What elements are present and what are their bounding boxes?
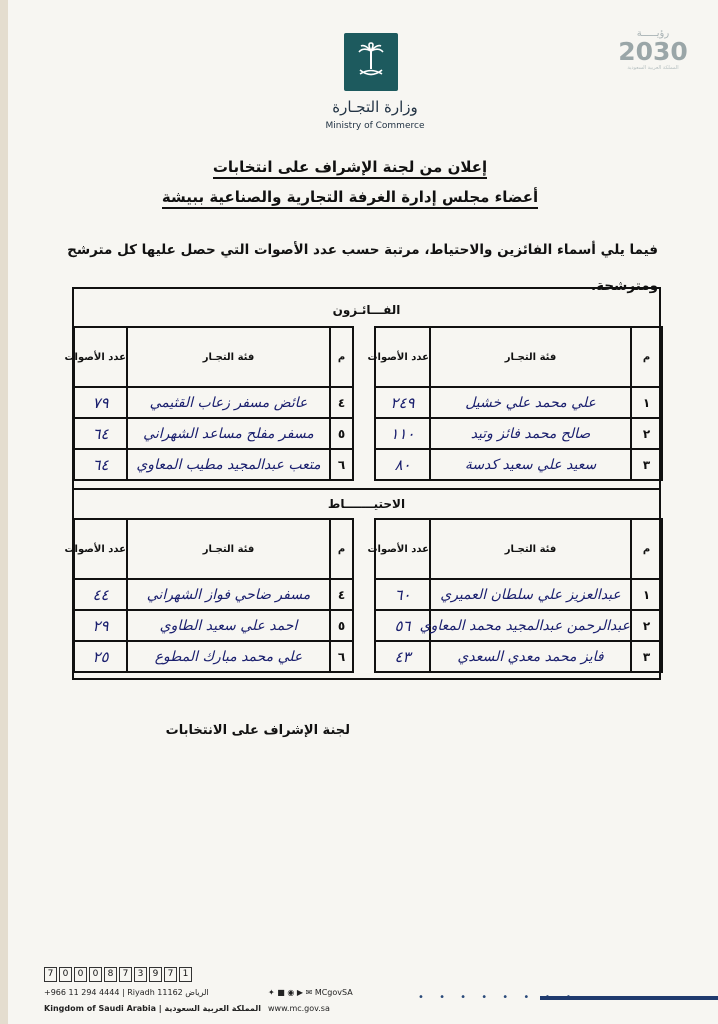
- title-line-2: أعضاء مجلس إدارة الغرفة التجارية والصناعية ببيشة: [162, 188, 538, 209]
- digit-box: 0: [89, 967, 102, 982]
- ministry-name-english: Ministry of Commerce: [325, 121, 425, 131]
- candidate-name: عبدالعزيز علي سلطان العميري: [430, 579, 631, 610]
- rank-cell: ٢: [631, 610, 662, 641]
- winners-header-row: [74, 327, 662, 387]
- table-gap: [353, 418, 375, 449]
- kingdom-label: Kingdom of Saudi Arabia | المملكة العربية السعودية: [44, 1004, 262, 1013]
- footer-dots: • • • • • • • •: [418, 992, 578, 1003]
- candidate-name: فايز محمد معدي السعدي: [430, 641, 631, 672]
- table-row: [74, 387, 662, 418]
- col-header-m: م: [631, 519, 662, 579]
- vote-count: ١١٠: [375, 418, 430, 449]
- unified-number: [44, 967, 192, 982]
- candidate-name: متعب عبدالمجيد مطيب المعاوي: [127, 449, 330, 480]
- vote-count: ٥٦: [375, 610, 430, 641]
- digit-box: 0: [74, 967, 87, 982]
- winners-heading: الفـــائـزون: [332, 303, 401, 317]
- reserve-heading: الاحتيـــــــاط: [327, 497, 406, 511]
- section-divider: [73, 488, 660, 490]
- vote-count: ٢٤٩: [375, 387, 430, 418]
- table-row: [74, 641, 662, 672]
- rank-cell: ١: [631, 579, 662, 610]
- social-handle: [268, 988, 353, 997]
- page-left-edge: [0, 0, 8, 1024]
- ministry-name-arabic: وزارة التجـارة: [332, 98, 418, 116]
- table-gap: [353, 579, 375, 610]
- vote-count: ٢٩: [74, 610, 127, 641]
- table-gap: [353, 387, 375, 418]
- table-row: [74, 579, 662, 610]
- vision-year: 2030: [618, 37, 688, 66]
- col-header-category: فئة التجـار: [127, 519, 330, 579]
- rank-cell: ٦: [330, 641, 353, 672]
- rank-cell: ٤: [330, 579, 353, 610]
- digit-box: 0: [59, 967, 72, 982]
- candidate-name: مسفر مفلح مساعد الشهراني: [127, 418, 330, 449]
- col-header-category: فئة التجـار: [430, 519, 631, 579]
- col-header-votes: عدد الأصوات: [375, 519, 430, 579]
- col-header-votes: عدد الأصوات: [375, 327, 430, 387]
- social-icons: ✦ ■ ◉ ▶ ✉: [268, 988, 315, 997]
- candidate-name: عبدالرحمن عبدالمجيد محمد المعاوي: [430, 610, 631, 641]
- table-gap: [353, 449, 375, 480]
- footer-bar: [540, 996, 718, 1000]
- candidate-name: علي محمد مبارك المطوع: [127, 641, 330, 672]
- digit-box: 1: [179, 967, 192, 982]
- table-gap: [353, 641, 375, 672]
- winners-table: [64, 326, 663, 481]
- palm-swords-emblem-icon: [356, 43, 386, 81]
- candidate-name: احمد علي سعيد الطاوي: [127, 610, 330, 641]
- table-row: [74, 610, 662, 641]
- reserve-header-row: [74, 519, 662, 579]
- digit-box: 9: [149, 967, 162, 982]
- contact-phone: +966 11 294 4444 | Riyadh 11162 الرياض: [44, 988, 209, 997]
- col-header-m: م: [330, 519, 353, 579]
- vision-subtitle: المملكة العربية السعودية: [627, 65, 679, 71]
- vote-count: ٦٠: [375, 579, 430, 610]
- col-header-m: م: [631, 327, 662, 387]
- candidate-name: عائض مسفر زعاب القثيمي: [127, 387, 330, 418]
- table-gap: [353, 610, 375, 641]
- rank-cell: ٣: [631, 641, 662, 672]
- digit-box: 7: [164, 967, 177, 982]
- rank-cell: ٢: [631, 418, 662, 449]
- vote-count: ٦٤: [74, 418, 127, 449]
- digit-box: 8: [104, 967, 117, 982]
- vote-count: ٤٣: [375, 641, 430, 672]
- announcement-title: [140, 158, 560, 176]
- vote-count: ٦٤: [74, 449, 127, 480]
- rank-cell: ٦: [330, 449, 353, 480]
- digit-box: 3: [134, 967, 147, 982]
- col-header-m: م: [330, 327, 353, 387]
- rank-cell: ٣: [631, 449, 662, 480]
- ministry-logo: [344, 33, 398, 91]
- vision-label: رؤيـــــة: [636, 28, 670, 39]
- vote-count: ٤٤: [74, 579, 127, 610]
- title-line-1: إعلان من لجنة الإشراف على انتخابات: [213, 158, 487, 179]
- reserve-table: [64, 518, 663, 673]
- intro-paragraph: فيما يلي أسماء الفائزين والاحتياط، مرتبة حسب عدد الأصوات التي حصل عليها كل مترشح ومترشحة.: [67, 242, 658, 294]
- announcement-subtitle: [140, 188, 560, 206]
- candidate-name: علي محمد علي خشيل: [430, 387, 631, 418]
- rank-cell: ١: [631, 387, 662, 418]
- rank-cell: ٤: [330, 387, 353, 418]
- vote-count: ٧٩: [74, 387, 127, 418]
- website-link[interactable]: www.mc.gov.sa: [268, 1004, 330, 1013]
- col-header-votes: عدد الأصوات: [74, 519, 127, 579]
- col-header-category: فئة التجـار: [430, 327, 631, 387]
- committee-signature: لجنة الإشراف على الانتخابات: [165, 723, 350, 738]
- candidate-name: مسفر ضاحي فواز الشهراني: [127, 579, 330, 610]
- vision-2030-logo: [608, 28, 698, 90]
- digit-box: 7: [44, 967, 57, 982]
- col-header-votes: عدد الأصوات: [74, 327, 127, 387]
- table-row: [74, 418, 662, 449]
- vote-count: ٨٠: [375, 449, 430, 480]
- social-handle-text: MCgovSA: [314, 988, 353, 997]
- table-row: [74, 449, 662, 480]
- col-header-category: فئة التجـار: [127, 327, 330, 387]
- digit-box: 7: [119, 967, 132, 982]
- rank-cell: ٥: [330, 418, 353, 449]
- vote-count: ٢٥: [74, 641, 127, 672]
- candidate-name: سعيد علي سعيد كدسة: [430, 449, 631, 480]
- rank-cell: ٥: [330, 610, 353, 641]
- candidate-name: صالح محمد فائز وتيد: [430, 418, 631, 449]
